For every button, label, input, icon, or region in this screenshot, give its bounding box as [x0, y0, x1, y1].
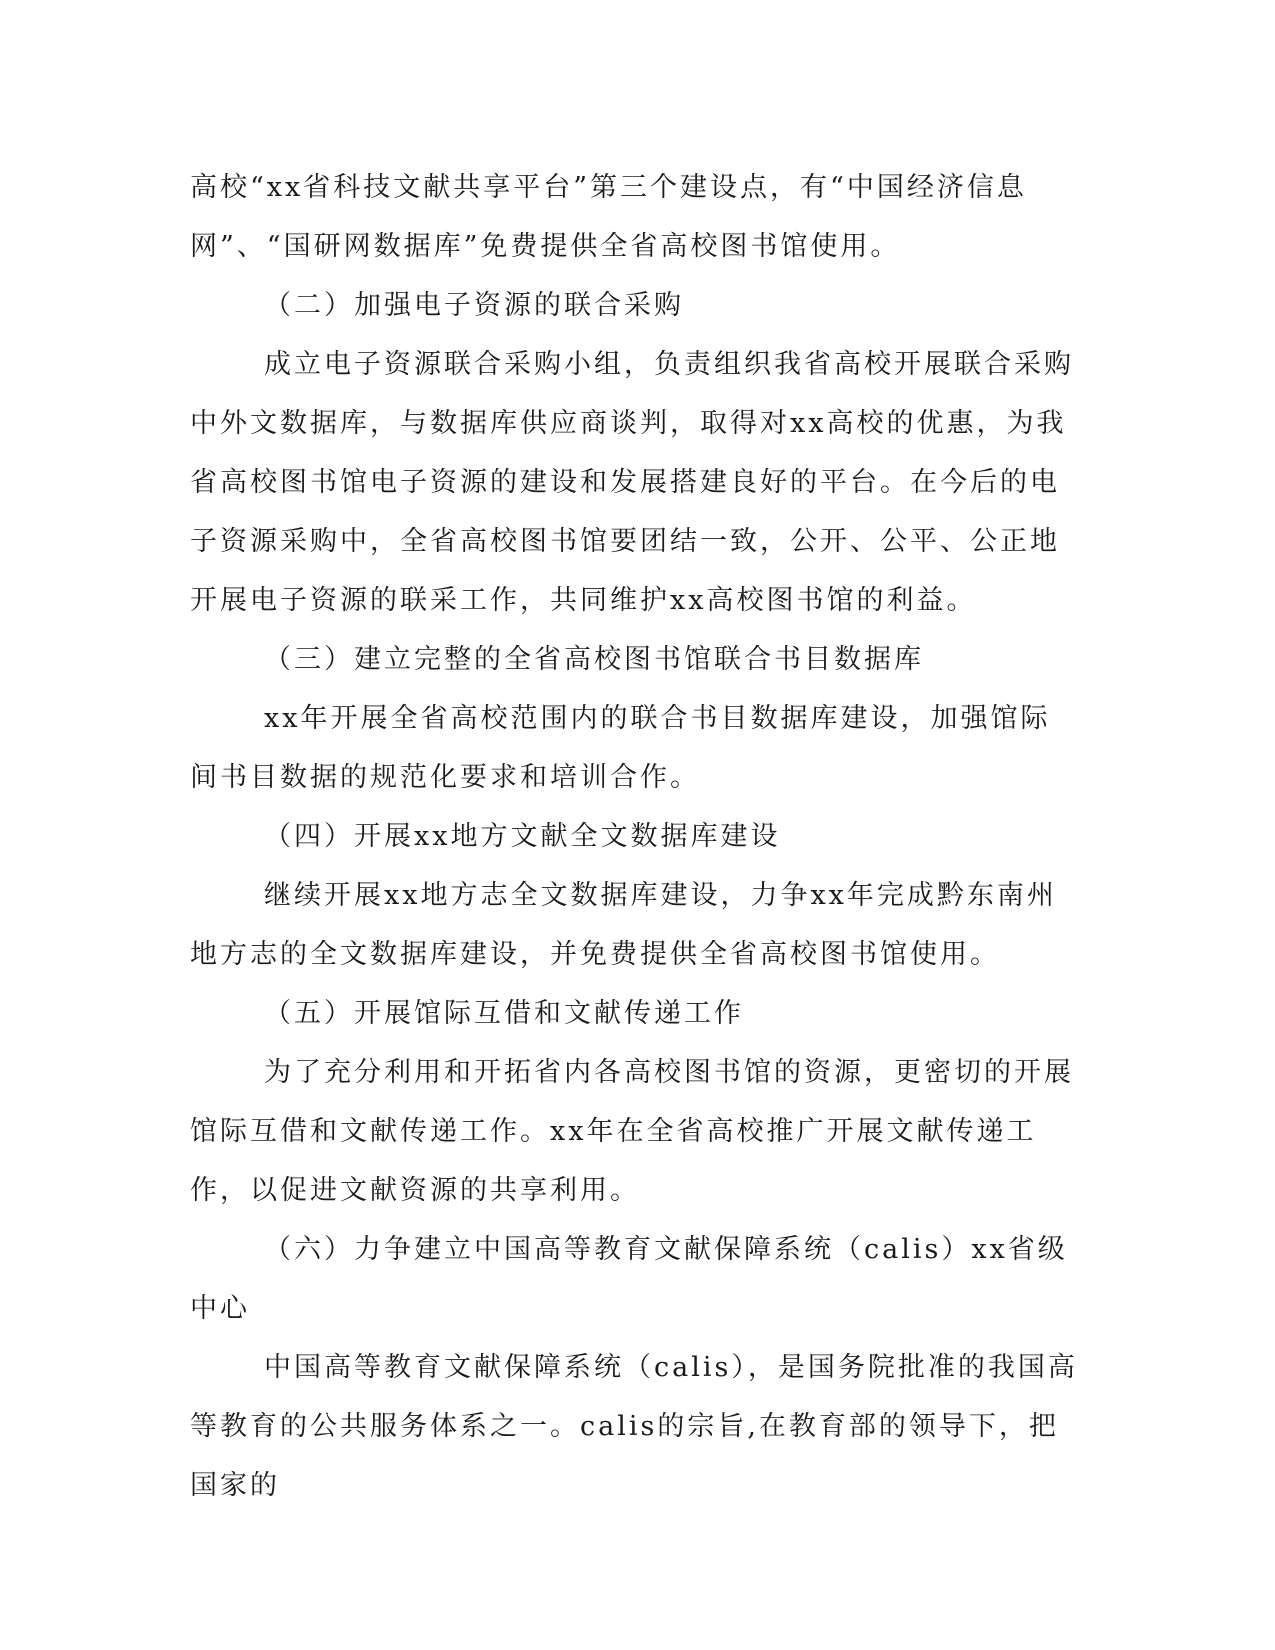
paragraph: 继续开展xx地方志全文数据库建设，力争xx年完成黔东南州地方志的全文数据库建设，并免费提供全省高校图书馆使用。: [190, 880, 1057, 970]
paragraph: xx年开展全省高校范围内的联合书目数据库建设，加强馆际间书目数据的规范化要求和培训合作。: [190, 703, 1051, 793]
section-heading: （三）建立完整的全省高校图书馆联合书目数据库: [264, 644, 924, 675]
section-heading: （二）加强电子资源的联合采购: [264, 290, 684, 321]
document-body: [190, 158, 1080, 1515]
paragraph: 中国高等教育文献保障系统（calis），是国务院批准的我国高等教育的公共服务体系之一。calis的宗旨,在教育部的领导下，把国家的: [190, 1352, 1078, 1501]
section-heading: （四）开展xx地方文献全文数据库建设: [264, 821, 781, 852]
paragraph: 高校“xx省科技文献共享平台”第三个建设点，有“中国经济信息网”、“国研网数据库”免费提供全省高校图书馆使用。: [190, 172, 1027, 262]
paragraph: 为了充分利用和开拓省内各高校图书馆的资源，更密切的开展馆际互借和文献传递工作。xx年在全省高校推广开展文献传递工作，以促进文献资源的共享利用。: [190, 1057, 1074, 1206]
section-heading: （六）力争建立中国高等教育文献保障系统（calis）xx省级中心: [190, 1234, 1068, 1324]
paragraph: 成立电子资源联合采购小组，负责组织我省高校开展联合采购中外文数据库，与数据库供应商谈判，取得对xx高校的优惠，为我省高校图书馆电子资源的建设和发展搭建良好的平台。在今后的电子资源采购中，全省高校图书馆要团结一致，公开、公平、公正地开展电子资源的联采工作，共同维护xx高校图书馆的利益。: [190, 349, 1074, 616]
section-heading: （五）开展馆际互借和文献传递工作: [264, 998, 744, 1029]
